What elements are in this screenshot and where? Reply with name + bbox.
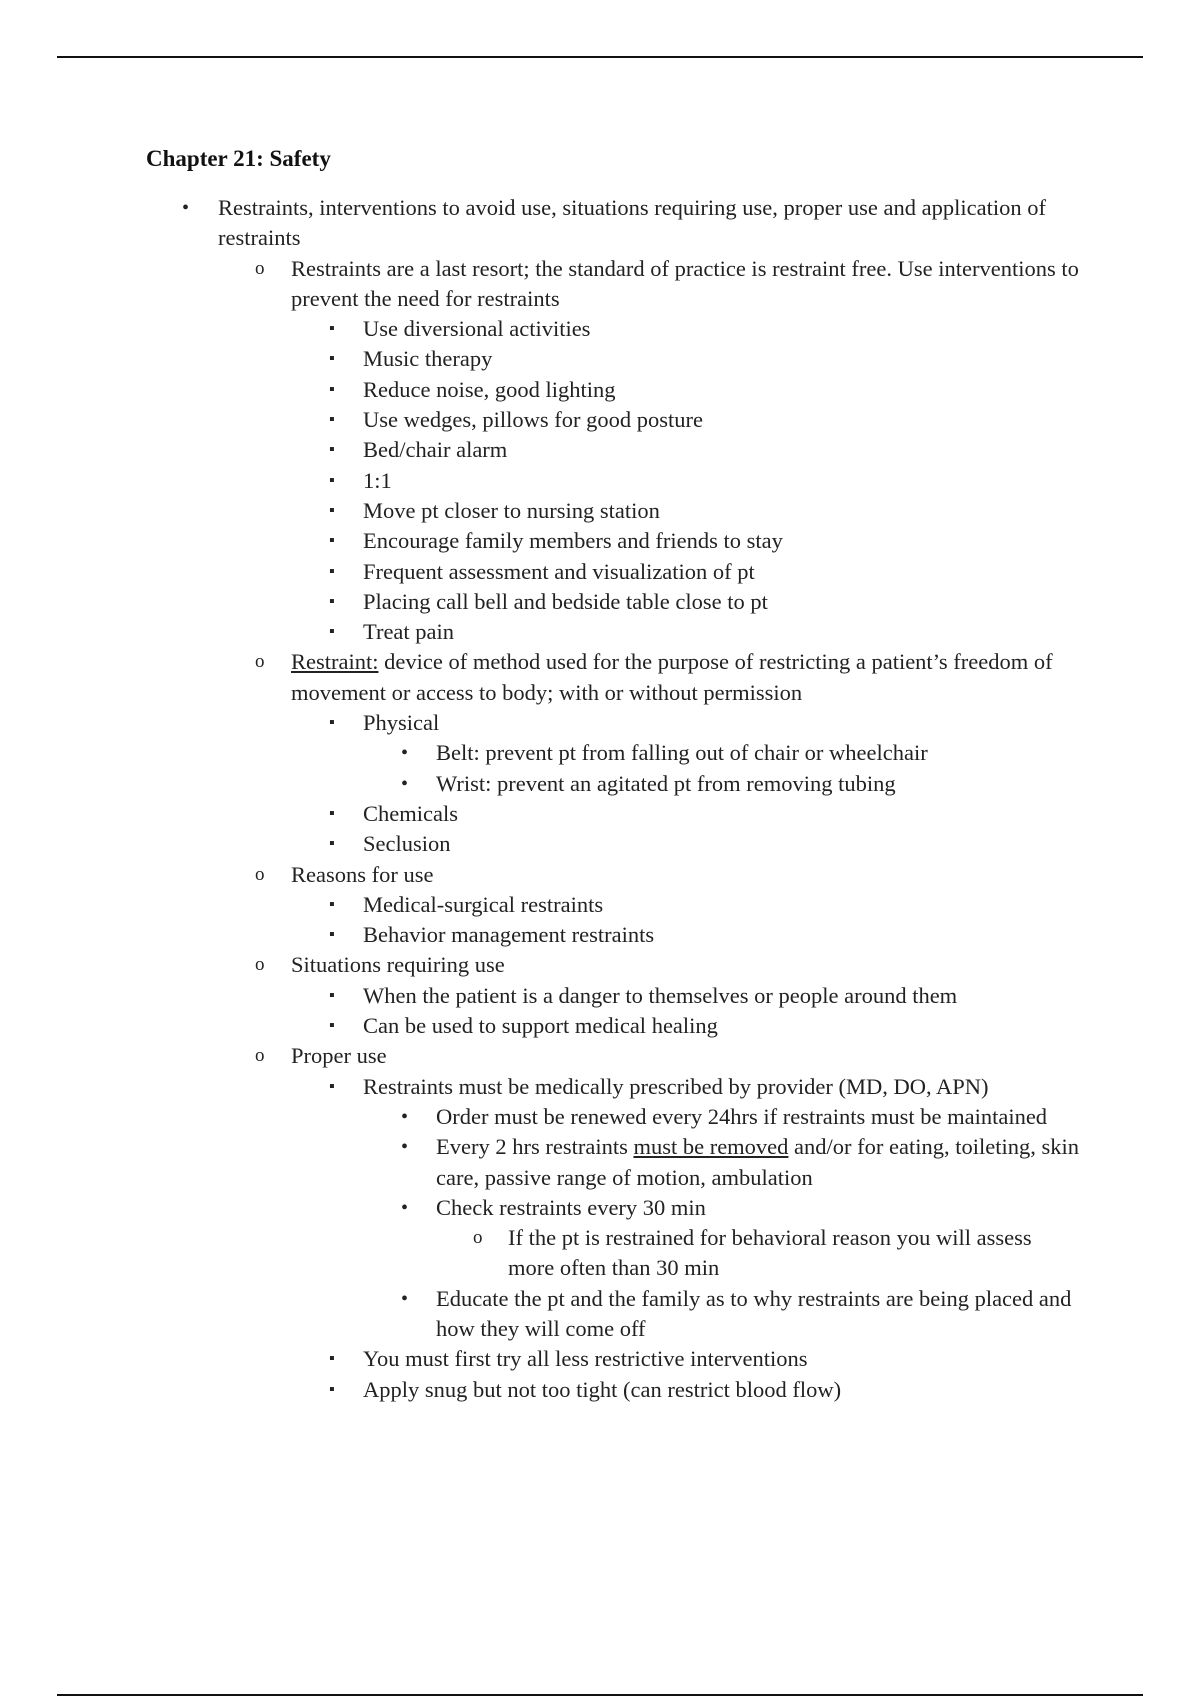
list-item: ▪ Chemicals [0, 799, 1200, 829]
footer-rule [57, 1694, 1143, 1696]
list-item: ▪ Use diversional activities [0, 314, 1200, 344]
list-item: ▪ Placing call bell and bedside table close to pt [0, 587, 1200, 617]
list-item: • Every 2 hrs restraints must be removed and/or for eating, toileting, skin care, passive range of motion, ambulation [401, 1134, 1079, 1190]
page-title: Chapter 21: Safety [146, 146, 331, 171]
bullet-square-icon: ▪ [329, 1017, 335, 1035]
bullet-square-icon: ▪ [329, 380, 335, 398]
bullet-disc-icon: • [401, 1105, 409, 1128]
bullet-square-icon: ▪ [329, 895, 335, 913]
list-item: ▪ Move pt closer to nursing station [0, 496, 1200, 526]
list-item: ▪ When the patient is a danger to themselves or people around them [0, 981, 1200, 1011]
list-item: o Restraint: device of method used for the purpose of restricting a patient’s freedom of movement or access to body; with or without permission [255, 649, 1053, 705]
list-item: ▪ Frequent assessment and visualization of pt [0, 557, 1200, 587]
emphasis-text: must be removed [633, 1134, 789, 1160]
bullet-circle-icon: o [255, 651, 265, 673]
list-item: o Proper use [0, 1041, 1200, 1071]
bullet-square-icon: ▪ [329, 926, 335, 944]
list-item: ▪ Bed/chair alarm [0, 435, 1200, 465]
bullet-square-icon: ▪ [329, 1350, 335, 1368]
list-item: o Situations requiring use [0, 950, 1200, 980]
bullet-circle-icon: o [255, 1045, 265, 1067]
list-item: ▪ Music therapy [0, 344, 1200, 374]
bullet-square-icon: ▪ [329, 320, 335, 338]
bullet-square-icon: ▪ [329, 1380, 335, 1398]
list-item: o Restraints are a last resort; the standard of practice is restraint free. Use interventions to prevent the need for restraints [255, 255, 1079, 311]
bullet-square-icon: ▪ [329, 986, 335, 1004]
list-item: ▪ Seclusion [0, 829, 1200, 859]
list-item: o Reasons for use [0, 860, 1200, 890]
bullet-circle-icon: o [255, 257, 265, 279]
bullet-square-icon: ▪ [329, 1077, 335, 1095]
list-item: • Educate the pt and the family as to why restraints are being placed and how they will come off [401, 1285, 1072, 1341]
bullet-disc-icon: • [401, 772, 409, 795]
bullet-circle-icon: o [255, 954, 265, 976]
list-item: o If the pt is restrained for behavioral reason you will assess more often than 30 min [473, 1225, 1032, 1281]
restraint-term: Restraint: [291, 649, 379, 675]
bullet-square-icon: ▪ [329, 471, 335, 489]
bullet-disc-icon: • [182, 197, 190, 219]
bullet-disc-icon: • [401, 1196, 409, 1219]
list-item: ▪ You must first try all less restrictive interventions [0, 1344, 1200, 1374]
list-item: ▪ Apply snug but not too tight (can restrict blood flow) [0, 1375, 1200, 1405]
list-item: ▪ Use wedges, pillows for good posture [0, 405, 1200, 435]
list-item: ▪ Reduce noise, good lighting [0, 375, 1200, 405]
bullet-square-icon: ▪ [329, 714, 335, 732]
list-item: • Restraints, interventions to avoid use, situations requiring use, proper use and application of restraints [182, 195, 1046, 251]
bullet-square-icon: ▪ [329, 562, 335, 580]
header-rule [57, 56, 1143, 58]
bullet-square-icon: ▪ [329, 592, 335, 610]
list-item: ▪ Encourage family members and friends to stay [0, 526, 1200, 556]
list-item: ▪ Physical [0, 708, 1200, 738]
bullet-circle-icon: o [255, 863, 265, 885]
bullet-square-icon: ▪ [329, 623, 335, 641]
bullet-square-icon: ▪ [329, 532, 335, 550]
bullet-disc-icon: • [401, 742, 409, 765]
list-item: • Check restraints every 30 min [0, 1193, 1200, 1223]
bullet-disc-icon: • [401, 1287, 409, 1310]
bullet-square-icon: ▪ [329, 501, 335, 519]
bullet-square-icon: ▪ [329, 411, 335, 429]
bullet-square-icon: ▪ [329, 441, 335, 459]
list-item: ▪ Treat pain [0, 617, 1200, 647]
list-item: • Belt: prevent pt from falling out of chair or wheelchair [0, 738, 1200, 768]
outline-list [0, 193, 1200, 1405]
list-item: ▪ Can be used to support medical healing [0, 1011, 1200, 1041]
bullet-square-icon: ▪ [329, 350, 335, 368]
list-item: ▪ Medical-surgical restraints [0, 890, 1200, 920]
bullet-square-icon: ▪ [329, 835, 335, 853]
bullet-square-icon: ▪ [329, 804, 335, 822]
list-item: ▪ Behavior management restraints [0, 920, 1200, 950]
list-item: ▪ 1:1 [0, 466, 1200, 496]
list-item: • Order must be renewed every 24hrs if restraints must be maintained [0, 1102, 1200, 1132]
list-item: • Wrist: prevent an agitated pt from removing tubing [0, 769, 1200, 799]
bullet-circle-icon: o [473, 1227, 483, 1249]
bullet-disc-icon: • [401, 1136, 409, 1159]
list-item: ▪ Restraints must be medically prescribed by provider (MD, DO, APN) [0, 1072, 1200, 1102]
